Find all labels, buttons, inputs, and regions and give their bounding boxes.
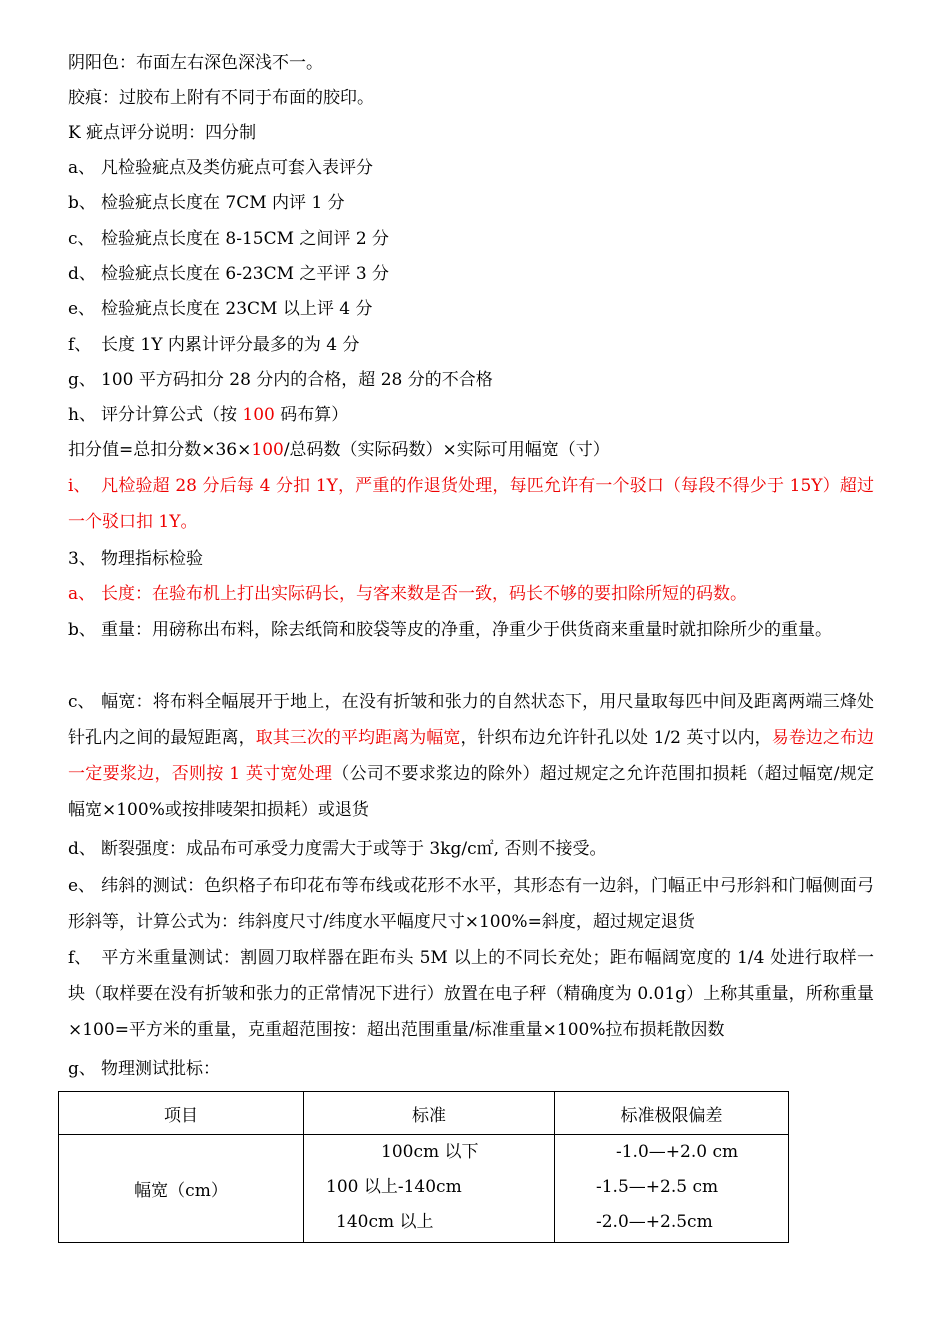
list-marker: d、 bbox=[68, 839, 96, 859]
highlight-number: 100 bbox=[242, 405, 275, 425]
list-item-text: 凡检验超 28 分后每 4 分扣 1Y，严重的作退货处理，每匹允许有一个驳口（每段不得少于 15Y）超过一个驳口扣 1Y。 bbox=[68, 476, 874, 532]
line-text: 胶痕：过胶布上附有不同于布面的胶印。 bbox=[68, 88, 374, 108]
list-marker: a、 bbox=[68, 158, 96, 178]
section-k-heading bbox=[68, 116, 874, 151]
deviation-value: -1.0—+2.0 cm bbox=[616, 1142, 739, 1162]
list-item-text: 检验疵点长度在 23CM 以上评 4 分 bbox=[101, 299, 373, 319]
list-item-h bbox=[68, 398, 874, 433]
physical-item-gsm bbox=[68, 940, 874, 1048]
item-label: 幅宽（cm） bbox=[134, 1181, 228, 1201]
list-item-text: 长度：在验布机上打出实际码长，与客来数是否一致，码长不够的要扣除所短的码数。 bbox=[101, 584, 747, 604]
table-header-row bbox=[59, 1092, 789, 1135]
highlight-text: 易卷边之布边一定要浆边，否则按 1 英寸宽处理 bbox=[68, 728, 875, 784]
list-item-text: 平方米重量测试：割圆刀取样器在距布头 5M 以上的不同长充处；距布幅阔宽度的 1/4 处进行取样一块（取样要在没有折皱和张力的正常情况下进行）放置在电子秤（精确度为 0.01g）上称其重量，所称重量×100=平方米的重量，克重超范围按：超出范围重量/标准重量×100%拉布损耗散因数 bbox=[68, 948, 874, 1040]
table-cell-deviations bbox=[555, 1135, 789, 1243]
standard-value: 100 以上-140cm bbox=[326, 1177, 462, 1197]
list-marker: g、 bbox=[68, 370, 96, 390]
list-item-i bbox=[68, 468, 874, 540]
list-marker: e、 bbox=[68, 876, 96, 896]
list-marker: g、 bbox=[68, 1059, 96, 1079]
list-marker: i、 bbox=[68, 476, 91, 496]
list-item-text: 物理测试批标： bbox=[101, 1059, 220, 1079]
table-header-cell: 标准极限偏差 bbox=[555, 1092, 789, 1135]
list-item-text: 纬斜的测试：色织格子布印花布等布线或花形不水平，其形态有一边斜，门幅正中弓形斜和门幅侧面弓形斜等，计算公式为：纬斜度尺寸/纬度水平幅度尺寸×100%=斜度，超过规定退货 bbox=[68, 876, 874, 932]
deviation-value: -1.5—+2.5 cm bbox=[596, 1177, 719, 1197]
list-marker: f、 bbox=[68, 948, 92, 968]
table-row bbox=[59, 1135, 789, 1243]
list-item-g bbox=[68, 363, 874, 398]
list-item-text: 检验疵点长度在 7CM 内评 1 分 bbox=[101, 193, 345, 213]
text-line-yinyang bbox=[68, 46, 874, 81]
physical-item-skew bbox=[68, 868, 874, 940]
list-item-text: 长度 1Y 内累计评分最多的为 4 分 bbox=[101, 335, 360, 355]
list-item-c bbox=[68, 222, 874, 257]
list-marker: h、 bbox=[68, 405, 96, 425]
formula-text: /总码数（实际码数）×实际可用幅宽（寸） bbox=[283, 440, 610, 460]
list-item-text: 凡检验疵点及类仿疵点可套入表评分 bbox=[101, 158, 373, 178]
standard-value: 100cm 以下 bbox=[381, 1142, 479, 1162]
list-marker: e、 bbox=[68, 299, 96, 319]
standard-value: 140cm 以上 bbox=[336, 1212, 434, 1232]
text-line-jiaohen bbox=[68, 81, 874, 116]
highlight-number: 100 bbox=[251, 440, 284, 460]
list-item-b bbox=[68, 186, 874, 221]
section-3-heading bbox=[68, 542, 874, 577]
list-item-f bbox=[68, 328, 874, 363]
table-header-cell: 项目 bbox=[59, 1092, 304, 1135]
formula-line bbox=[68, 433, 874, 468]
table-header-cell: 标准 bbox=[304, 1092, 555, 1135]
physical-item-weight bbox=[68, 612, 874, 648]
list-marker: c、 bbox=[68, 692, 95, 712]
list-item-text: 检验疵点长度在 6-23CM 之平评 3 分 bbox=[101, 264, 390, 284]
list-marker: f、 bbox=[68, 335, 92, 355]
list-item-text: 重量：用磅称出布料，除去纸筒和胶袋等皮的净重，净重少于供货商来重量时就扣除所少的重量。 bbox=[101, 620, 832, 640]
list-marker: a、 bbox=[68, 584, 96, 604]
deviation-value: -2.0—+2.5cm bbox=[596, 1212, 713, 1232]
list-item-text: 评分计算公式（按 bbox=[101, 405, 243, 425]
list-item-text: 断裂强度：成品布可承受力度需大于或等于 3kg/c㎡, 否则不接受。 bbox=[101, 839, 607, 859]
table-cell-item bbox=[59, 1135, 304, 1243]
list-item-a bbox=[68, 151, 874, 186]
section-title: 物理指标检验 bbox=[101, 549, 203, 569]
list-item-text: 码布算） bbox=[274, 405, 349, 425]
list-marker: b、 bbox=[68, 193, 96, 213]
list-marker: 3、 bbox=[68, 549, 96, 569]
highlight-text: 取其三次的平均距离为幅宽 bbox=[255, 728, 461, 748]
list-item-text: 100 平方码扣分 28 分内的合格，超 28 分的不合格 bbox=[101, 370, 493, 390]
list-item-text: （公司不要求浆边的除外）超过规定之允许范围扣损耗（超过幅宽/规定幅宽×100%或按排唛架扣损耗）或退货 bbox=[68, 764, 875, 820]
list-item-e bbox=[68, 292, 874, 327]
formula-text: 扣分值=总扣分数×36× bbox=[68, 440, 252, 460]
line-text: K 疵点评分说明：四分制 bbox=[68, 123, 257, 143]
list-item-text: ，针织布边允许针孔以处 1/2 英寸以内， bbox=[460, 728, 772, 748]
list-marker: d、 bbox=[68, 264, 96, 284]
table-cell-standards bbox=[304, 1135, 555, 1243]
physical-item-width bbox=[68, 684, 874, 828]
physical-item-test-table-label bbox=[68, 1052, 874, 1087]
line-text: 阴阳色：布面左右深色深浅不一。 bbox=[68, 53, 323, 73]
list-marker: b、 bbox=[68, 620, 96, 640]
list-item-text: 幅宽：将布料全幅展开于地上，在没有折皱和张力的自然状态下，用尺量取每匹中间及距离两端三烽处针孔内之间的最短距离， bbox=[68, 692, 874, 748]
physical-item-strength bbox=[68, 832, 874, 867]
list-marker: c、 bbox=[68, 229, 95, 249]
physical-item-length bbox=[68, 577, 874, 612]
physical-standards-table bbox=[58, 1091, 789, 1243]
list-item-d bbox=[68, 257, 874, 292]
list-item-text: 检验疵点长度在 8-15CM 之间评 2 分 bbox=[101, 229, 390, 249]
